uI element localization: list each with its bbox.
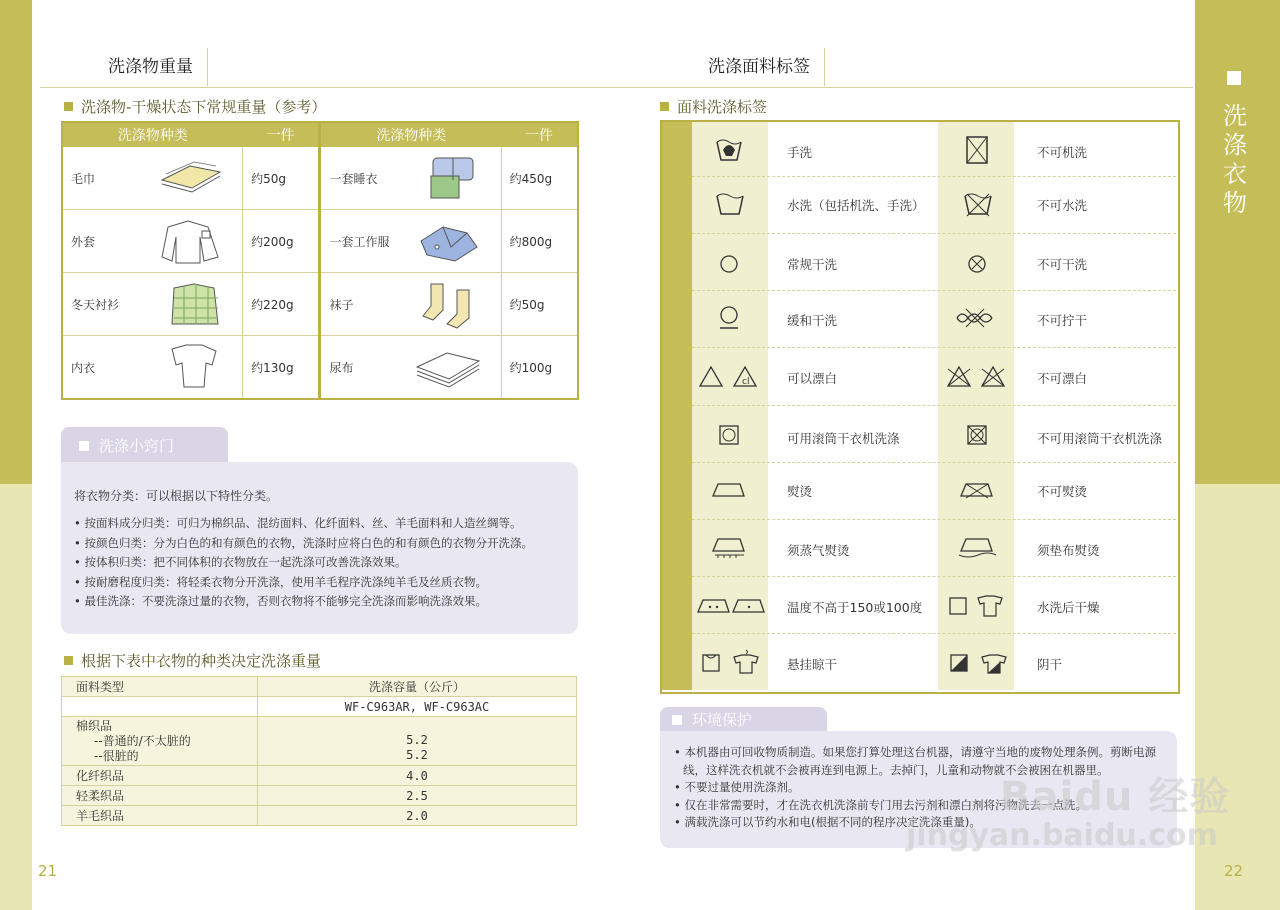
jacket-icon [160,217,224,267]
labels-section-title: 面料洗涤标签 [660,96,767,117]
svg-text:cl: cl [742,377,750,387]
model-name: WF-C963AR, WF-C963AC [258,697,577,717]
weight-section-title: 洗涤物-干燥状态下常规重量（参考） [64,96,326,117]
towel-icon [156,154,224,194]
label-row: 水洗（包括机洗、手洗） 不可水洗 [692,176,1176,233]
labels-strip [662,122,692,690]
table-row: 化纤织品 4.0 [62,766,577,786]
list-item: • 仅在非常需要时，才在洗衣机洗涤前专门用去污剂和漂白剂将污物洗去一点洗。 [674,797,1169,815]
label-row: 可用滚筒干衣机洗涤 不可用滚筒干衣机洗涤 [692,405,1176,462]
tips-tab: 洗涤小窍门 [61,427,228,463]
left-band-top [0,0,32,484]
iron-temperature-icon [696,594,766,616]
capacity-table [61,676,577,826]
hang-dry-icon [700,649,762,675]
table-row: 棉织品 --普通的/不太脏的 --很脏的 5.2 5.2 [62,717,577,766]
left-page-header: 洗涤物重量 [94,48,208,86]
iron-icon [710,478,748,500]
no-dry-clean-icon [966,253,988,275]
right-page-header: 洗涤面料标签 [694,48,825,86]
label-row: cl 可以漂白 不可漂白 [692,347,1176,405]
diaper-icon [413,343,483,391]
list-item: • 按面料成分归类：可归为棉织品、混纺面料、化纤面料、丝、羊毛面料和人造丝绸等。 [74,514,533,534]
dry-after-wash-icon [948,594,1008,618]
tips-list [74,514,533,612]
label-row: 缓和干洗 不可拧干 [692,290,1176,347]
capacity-section-title: 根据下表中衣物的种类决定洗涤重量 [64,650,321,671]
list-item: • 按耐磨程度归类：将轻柔衣物分开洗涤，使用羊毛程序洗涤纯羊毛及丝质衣物。 [74,573,533,593]
label-row: 手洗 不可机洗 [692,122,1176,176]
wash-icon [714,190,746,218]
shade-dry-icon [948,649,1010,675]
no-wash-icon [962,190,994,218]
col-type-left: 洗涤物种类 [62,122,243,147]
side-square-icon [1227,71,1241,85]
list-item: • 按颜色归类：分为白色的和有颜色的衣物，洗涤时应将白色的和有颜色的衣物分开洗涤。 [74,534,533,554]
no-wring-icon [954,306,996,330]
underwear-icon [164,343,224,391]
table-row: 轻柔织品 2.5 [62,786,577,806]
cloth-iron-icon [958,533,998,561]
watermark-logo: Baidu 经验 [1000,774,1231,820]
list-item: • 满载洗涤可以节约水和电(根据不同的程序决定洗涤重量)。 [674,814,1169,832]
workwear-icon [417,217,483,267]
no-bleach-icon [946,363,1008,389]
watermark-url: jingyan.baidu.com [906,818,1218,853]
header-rule [40,87,1193,88]
list-item: • 最佳洗涤：不要洗涤过量的衣物，否则衣物将不能够完全洗涤而影响洗涤效果。 [74,592,533,612]
steam-iron-icon [710,533,750,561]
environment-tab: 环境保护 [660,707,827,731]
col-capacity: 洗涤容量（公斤） [258,677,577,697]
socks-icon [417,280,483,334]
no-iron-icon [958,478,996,500]
tumble-dry-icon [717,423,741,447]
table-row: 毛巾 约50g 一套睡衣 约450g [62,147,578,210]
col-weight-left: 一件 [243,122,320,147]
label-row: 熨烫 不可熨烫 [692,462,1176,519]
label-row: 悬挂晾干 阴干 [692,633,1176,690]
table-row: 羊毛织品 2.0 [62,806,577,826]
table-row: 内衣 约130g 尿布 约100g [62,336,578,400]
winter-shirt-icon [164,280,224,332]
table-row: 冬天衬衫 约220g 袜子 约50g [62,273,578,336]
pajamas-icon [423,154,483,202]
list-item: • 按体积归类：把不同体积的衣物放在一起洗涤可改善洗涤效果。 [74,553,533,573]
page-number-right: 22 [1224,862,1244,880]
dry-clean-icon [718,253,740,275]
label-row: 温度不高于150或100度 水洗后干燥 [692,576,1176,633]
no-machine-wash-icon [964,134,990,166]
col-type-right: 洗涤物种类 [320,122,501,147]
page-number-left: 21 [38,862,58,880]
weight-table [61,121,579,400]
list-item: • 不要过量使用洗涤剂。 [674,779,1169,797]
gentle-dry-clean-icon [717,304,741,332]
bleach-icon [698,363,760,389]
list-item: • 本机器由可回收物质制造。如果您打算处理这台机器，请遵守当地的废物处理条例。剪断电源线，这样洗衣机就不会被再连到电源上。去掉门，儿童和动物就不会被困在机器里。 [674,744,1169,779]
hand-wash-icon [714,134,744,164]
no-tumble-dry-icon [965,423,989,447]
side-title: 洗涤衣物 [1223,102,1247,217]
table-row: 外套 约200g 一套工作服 约800g [62,210,578,273]
label-row: 须蒸气熨烫 须垫布熨烫 [692,519,1176,576]
col-weight-right: 一件 [501,122,578,147]
label-row: 常规干洗 不可干洗 [692,233,1176,290]
col-fabric: 面料类型 [62,677,258,697]
left-band-bottom [0,484,32,910]
tips-intro: 将衣物分类：可以根据以下特性分类。 [74,489,279,503]
